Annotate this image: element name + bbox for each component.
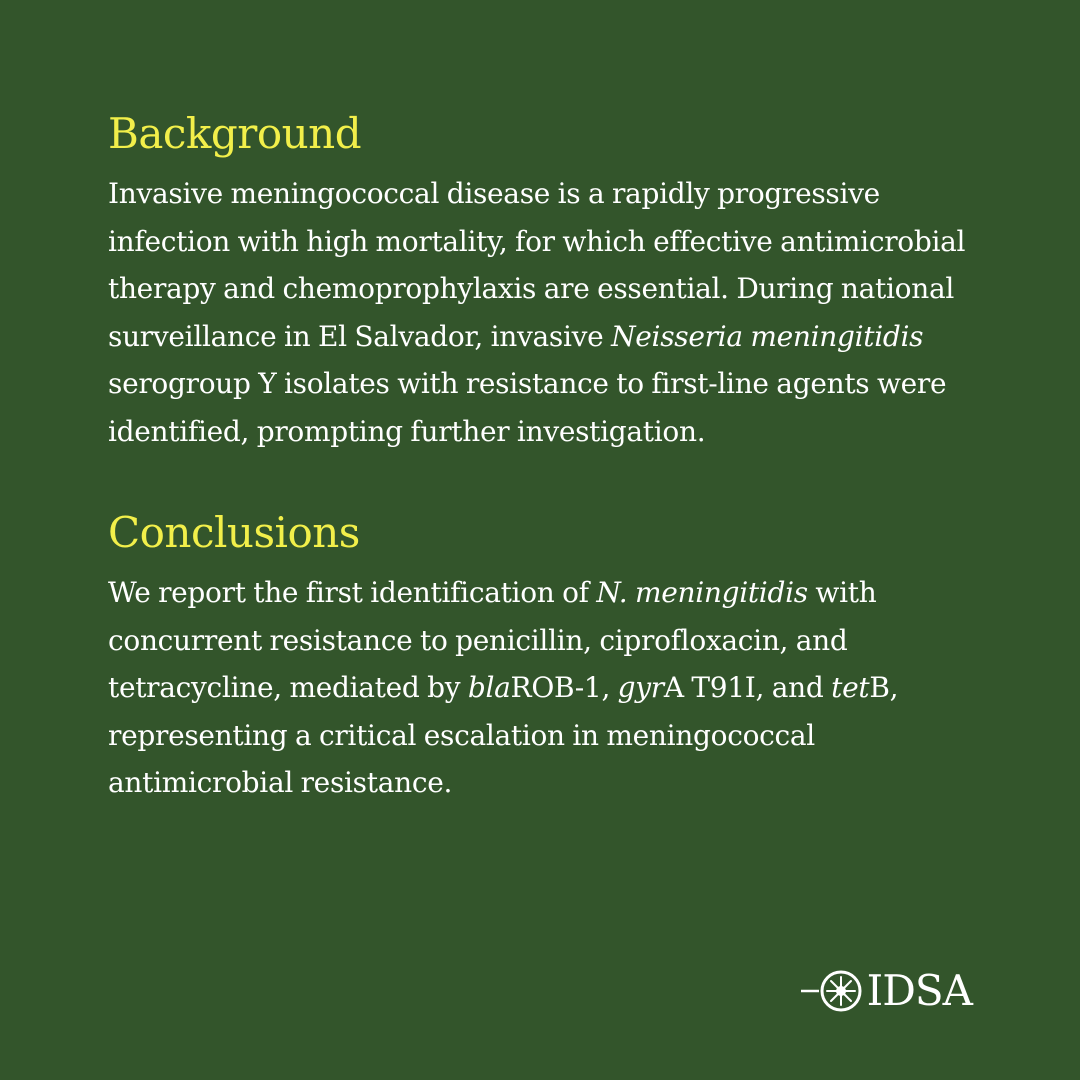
conclusions-paragraph <box>108 569 988 807</box>
background-paragraph <box>108 170 988 455</box>
italic-term: tet <box>831 671 870 704</box>
italic-term: bla <box>467 671 511 704</box>
background-section <box>108 108 988 455</box>
idsa-logo <box>801 968 972 1014</box>
italic-term: gyr <box>617 671 664 704</box>
text-run: B, representing a critical escalation in meningococcal antimicrobial resistance. <box>108 671 899 799</box>
text-run: serogroup Y isolates with resistance to first-line agents were identified, prompting further investigation. <box>108 367 947 448</box>
idsa-star-logo-icon <box>801 968 865 1014</box>
conclusions-heading: Conclusions <box>108 508 360 557</box>
italic-term: Neisseria meningitidis <box>611 319 924 353</box>
background-heading: Background <box>108 109 362 158</box>
text-run: with concurrent resistance to penicillin, ciprofloxacin, and tetracycline, mediated by <box>108 576 877 704</box>
text-run: We report the first identification of <box>108 576 597 609</box>
conclusions-section <box>108 507 988 807</box>
text-run: Invasive meningococcal disease is a rapidly progressive infection with high mortality, for which effective antimicrobial therapy and chemoprophylaxis are essential. During national surveillance in El Salvador, invasive <box>108 177 966 353</box>
italic-term: N. meningitidis <box>596 576 808 609</box>
abstract-card <box>108 108 988 807</box>
text-run: A T91I, and <box>663 671 832 704</box>
idsa-logo-text: IDSA <box>866 966 972 1015</box>
text-run: ROB-1, <box>510 671 618 704</box>
